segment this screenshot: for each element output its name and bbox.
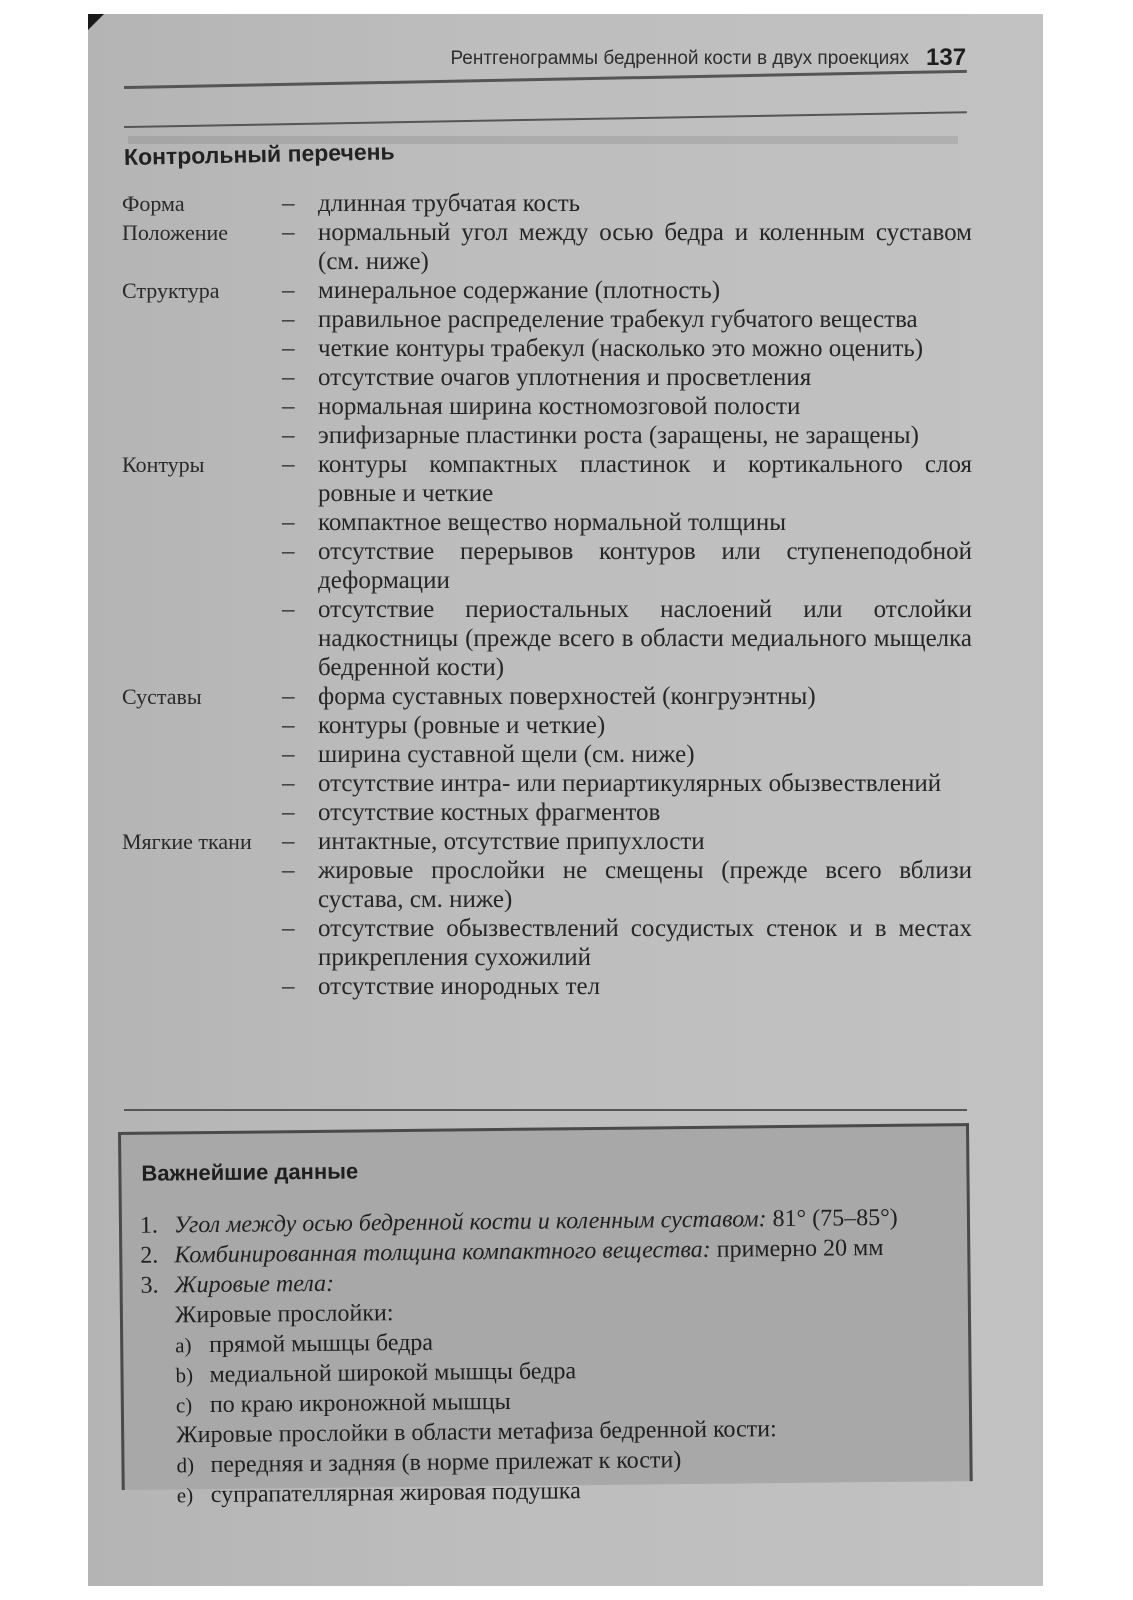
row-dash: – (282, 828, 295, 855)
row-dash: – (282, 509, 295, 536)
checklist-row (122, 740, 972, 769)
sub-text: супрапателлярная жировая подушка (210, 1478, 581, 1509)
checklist-row (122, 392, 972, 421)
sub-letter: d) (176, 1453, 195, 1478)
sub-text: медиальной широкой мышцы бедра (209, 1358, 577, 1389)
row-text: эпифизарные пластинки роста (заращены, не заращены) (318, 422, 919, 449)
metaphysis-heading: Жировые прослойки в области метафиза бедренной кости: (176, 1416, 777, 1449)
row-term: Суставы (122, 684, 202, 709)
row-dash: – (282, 973, 295, 1000)
row-text: нормальный угол между осью бедра и коленным суставом (см. ниже) (318, 219, 972, 275)
row-text: жировые прослойки не смещены (прежде всего вблизи сустава, см. ниже) (318, 857, 972, 913)
item-label: Комбинированная толщина компактного вещества: (174, 1236, 711, 1269)
key-data-box (118, 1123, 973, 1509)
row-term: Форма (122, 191, 185, 216)
row-text: компактное вещество нормальной толщины (318, 509, 786, 536)
row-dash: – (282, 538, 295, 565)
row-text: форма суставных поверхностей (конгруэнтны) (318, 683, 816, 710)
row-text: отсутствие периостальных наслоений или отслойки надкостницы (прежде всего в области медиального мыщелка бедренной кости) (318, 596, 972, 681)
item-label: Жировые тела: (174, 1270, 335, 1299)
row-text: четкие контуры трабекул (насколько это можно оценить) (318, 335, 924, 362)
row-text: отсутствие интра- или периартикулярных обызвествлений (318, 770, 942, 797)
checklist-row (122, 334, 972, 363)
checklist-row (122, 421, 972, 450)
checklist-row (122, 305, 972, 334)
checklist-row (122, 363, 972, 392)
checklist-row (122, 856, 972, 914)
row-text: отсутствие перерывов контуров или ступенеподобной деформации (318, 538, 972, 594)
row-dash: – (282, 712, 295, 739)
row-dash: – (282, 451, 295, 478)
row-dash: – (282, 741, 295, 768)
row-text: нормальная ширина костномозговой полости (318, 393, 801, 420)
row-term: Мягкие ткани (122, 829, 252, 854)
row-dash: – (282, 596, 295, 623)
row-text: контуры (ровные и четкие) (318, 712, 606, 739)
checklist-row (122, 450, 972, 508)
row-text: интактные, отсутствие припухлости (318, 828, 705, 855)
sub-letter: e) (176, 1483, 194, 1508)
row-dash: – (282, 364, 295, 391)
row-text: отсутствие инородных тел (318, 973, 601, 1000)
row-dash: – (282, 335, 295, 362)
checklist-row (122, 972, 972, 1001)
sub-letter: a) (175, 1333, 192, 1358)
row-dash: – (282, 915, 295, 942)
item-label: Угол между осью бедренной кости и коленным суставом: (173, 1206, 767, 1239)
checklist-row (122, 508, 972, 537)
checklist-row (122, 595, 972, 682)
item-number: 2. (140, 1242, 159, 1269)
row-dash: – (282, 219, 295, 246)
checklist-row (122, 682, 972, 711)
key-data-list (140, 1202, 953, 1510)
checklist-row (122, 276, 972, 305)
checklist-row (122, 711, 972, 740)
checklist-row (122, 827, 972, 856)
sub-letter: b) (175, 1363, 194, 1388)
row-text: отсутствие очагов уплотнения и просветления (318, 364, 812, 391)
row-dash: – (282, 277, 295, 304)
checklist-title: Контрольный перечень (123, 138, 395, 170)
row-dash: – (282, 190, 295, 217)
row-text: ширина суставной щели (см. ниже) (318, 741, 695, 768)
key-data-title: Важнейшие данные (141, 1158, 359, 1186)
row-dash: – (282, 770, 295, 797)
item-number: 3. (140, 1272, 159, 1299)
checklist-row (122, 218, 972, 276)
row-text: отсутствие костных фрагментов (318, 799, 661, 826)
row-dash: – (282, 683, 295, 710)
row-text: минеральное содержание (плотность) (318, 277, 721, 304)
section-divider (124, 1109, 967, 1111)
row-dash: – (282, 857, 295, 884)
checklist-row (122, 798, 972, 827)
page-corner-shadow (88, 14, 104, 30)
sub-text: по краю икроножной мышцы (209, 1388, 511, 1419)
item-value: 81° (75–85°) (772, 1204, 898, 1233)
checklist-row (122, 769, 972, 798)
row-dash: – (282, 422, 295, 449)
row-term: Контуры (122, 452, 205, 477)
header-rule (124, 70, 967, 89)
checklist-row (122, 914, 972, 972)
book-page (88, 14, 1043, 1586)
row-term: Положение (122, 220, 229, 245)
header-rule-lower (124, 111, 967, 128)
row-text: правильное распределение трабекул губчатого вещества (318, 306, 918, 333)
sub-text: передняя и задняя (в норме прилежат к кости) (210, 1447, 682, 1479)
row-text: длинная трубчатая кость (318, 190, 581, 217)
row-dash: – (282, 799, 295, 826)
row-dash: – (282, 393, 295, 420)
row-term: Структура (122, 278, 220, 303)
item-value: примерно 20 мм (716, 1234, 884, 1263)
row-text: отсутствие обызвествлений сосудистых стенок и в местах прикрепления сухожилий (318, 915, 972, 971)
page-number: 137 (926, 44, 967, 71)
item-number: 1. (139, 1212, 159, 1239)
sub-text: прямой мышцы бедра (209, 1329, 434, 1359)
checklist-row (122, 189, 972, 218)
running-header: Рентгенограммы бедренной кости в двух проекциях (450, 48, 909, 69)
row-text: контуры компактных пластинок и кортикального слоя ровные и четкие (318, 451, 972, 507)
row-dash: – (282, 306, 295, 333)
fat-layers-heading: Жировые прослойки: (174, 1300, 394, 1329)
sub-letter: c) (175, 1393, 193, 1418)
checklist (122, 189, 972, 1001)
checklist-row (122, 537, 972, 595)
